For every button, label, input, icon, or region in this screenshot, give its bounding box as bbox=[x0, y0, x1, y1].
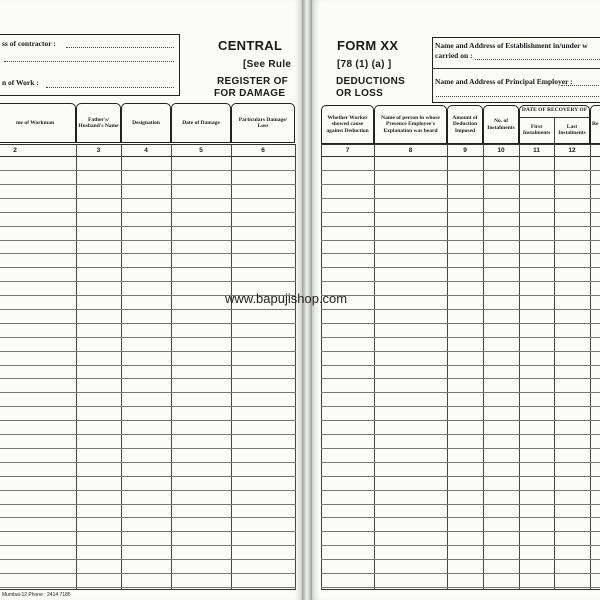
column-number-8: 8 bbox=[408, 147, 413, 154]
column-number-4: 4 bbox=[144, 147, 148, 154]
contractor-line-1 bbox=[66, 47, 174, 48]
header-person-presence: Name of person in whose Presence Employee's Explanation was heard bbox=[374, 105, 447, 144]
table-row-line bbox=[321, 434, 600, 435]
header-date-of-damage: Date of Damage bbox=[171, 103, 231, 143]
grid-column-line bbox=[321, 144, 322, 590]
header-amount-deduction: Amount of Deduction Imposed bbox=[447, 105, 483, 144]
grid-column-line bbox=[171, 144, 172, 590]
grid-column-line bbox=[295, 144, 296, 590]
grid-column-line bbox=[590, 144, 591, 590]
table-row-line bbox=[0, 420, 296, 421]
table-row-line bbox=[321, 212, 600, 213]
table-row-line bbox=[0, 559, 296, 560]
number-row-top bbox=[0, 144, 296, 145]
publisher-footer: Mumbai-12 Phone : 2414 7185 bbox=[2, 592, 71, 598]
column-number-3: 3 bbox=[96, 147, 101, 154]
table-row-line bbox=[0, 434, 296, 435]
table-row-line bbox=[321, 545, 600, 546]
table-row-line bbox=[321, 476, 600, 477]
grid-column-line bbox=[76, 144, 77, 590]
column-number-5: 5 bbox=[199, 147, 203, 154]
header-worker-showed-cause: Whether Worker showed cause against Deduction bbox=[321, 105, 374, 144]
contractor-label: ss of contractor : bbox=[2, 39, 56, 48]
table-row-line bbox=[0, 531, 296, 532]
header-designation: Designation bbox=[121, 103, 171, 143]
grid-column-line bbox=[554, 144, 555, 590]
table-row-line bbox=[0, 184, 296, 185]
table-row-line bbox=[0, 309, 296, 310]
table-bottom-line bbox=[0, 589, 296, 590]
establishment-divider bbox=[432, 68, 600, 69]
table-row-line bbox=[0, 170, 296, 171]
number-row-top-right bbox=[321, 144, 600, 145]
table-row-line bbox=[0, 504, 296, 505]
table-row-line bbox=[0, 253, 296, 254]
table-row-line bbox=[321, 365, 600, 366]
carried-on-line bbox=[475, 59, 600, 60]
table-row-line bbox=[321, 337, 600, 338]
table-row-line bbox=[0, 212, 296, 213]
table-row-line bbox=[321, 170, 600, 171]
work-line bbox=[46, 87, 174, 88]
grid-column-line bbox=[447, 144, 448, 590]
table-row-line bbox=[0, 267, 296, 268]
deductions-title: DEDUCTIONS bbox=[336, 76, 406, 87]
header-remarks-partial: Re bbox=[590, 105, 600, 144]
column-number-2: 2 bbox=[13, 147, 17, 154]
table-row-line bbox=[321, 253, 600, 254]
table-row-line bbox=[321, 531, 600, 532]
recovery-group-label: DATE OF RECOVERY OF bbox=[521, 107, 588, 113]
grid-column-line bbox=[121, 144, 122, 590]
column-number-12: 12 bbox=[568, 147, 576, 154]
number-row-bottom-right bbox=[321, 156, 600, 157]
table-row-line bbox=[321, 420, 600, 421]
table-row-line bbox=[321, 587, 600, 588]
grid-column-line bbox=[519, 144, 520, 590]
grid-column-line bbox=[374, 144, 375, 590]
table-row-line bbox=[321, 559, 600, 560]
rule-reference-left: [See Rule bbox=[243, 59, 292, 70]
column-number-10: 10 bbox=[497, 147, 505, 154]
table-row-line bbox=[321, 351, 600, 352]
watermark-url: www.bapujishop.com bbox=[225, 291, 348, 306]
central-title: CENTRAL bbox=[218, 38, 283, 53]
table-row-line bbox=[321, 267, 600, 268]
rule-reference-right: [78 (1) (a) ] bbox=[337, 59, 392, 70]
table-row-line bbox=[0, 448, 296, 449]
column-number-6: 6 bbox=[261, 147, 265, 154]
table-row-line bbox=[0, 378, 296, 379]
contractor-line-2 bbox=[4, 61, 174, 62]
table-row-line bbox=[0, 226, 296, 227]
form-number: FORM XX bbox=[337, 38, 399, 53]
column-number-11: 11 bbox=[533, 147, 540, 154]
grid-column-line bbox=[483, 144, 484, 590]
table-row-line bbox=[0, 462, 296, 463]
table-row-line bbox=[0, 476, 296, 477]
table-row-line bbox=[321, 406, 600, 407]
column-number-9: 9 bbox=[463, 147, 467, 154]
table-row-line bbox=[321, 573, 600, 574]
table-row-line bbox=[321, 281, 600, 282]
table-row-line bbox=[321, 240, 600, 241]
table-row-line bbox=[0, 198, 296, 199]
table-row-line bbox=[321, 378, 600, 379]
table-bottom-line-right bbox=[321, 589, 600, 590]
table-row-line bbox=[321, 504, 600, 505]
right-page bbox=[312, 0, 600, 600]
header-first-instalments: First Instalments bbox=[522, 124, 551, 136]
table-row-line bbox=[321, 295, 600, 296]
table-row-line bbox=[0, 323, 296, 324]
table-row-line bbox=[0, 240, 296, 241]
table-row-line bbox=[321, 198, 600, 199]
table-row-line bbox=[0, 406, 296, 407]
column-number-7: 7 bbox=[345, 147, 350, 154]
grid-column-line bbox=[231, 144, 232, 590]
principal-employer-label: Name and Address of Principal Employer : bbox=[435, 77, 573, 86]
table-row-line bbox=[0, 337, 296, 338]
or-loss-title: OR LOSS bbox=[336, 88, 384, 99]
header-no-of-instalments: No. of Instalments bbox=[483, 105, 519, 144]
table-row-line bbox=[321, 462, 600, 463]
table-row-line bbox=[0, 545, 296, 546]
table-row-line bbox=[0, 392, 296, 393]
table-row-line bbox=[321, 490, 600, 491]
establishment-label: Name and Address of Establishment in/under w bbox=[435, 41, 588, 50]
table-row-line bbox=[321, 226, 600, 227]
table-row-line bbox=[0, 587, 296, 588]
number-row-bottom bbox=[0, 156, 296, 157]
damage-title: FOR DAMAGE bbox=[214, 88, 286, 99]
table-row-line bbox=[321, 323, 600, 324]
table-row-line bbox=[321, 448, 600, 449]
table-row-line bbox=[0, 281, 296, 282]
table-row-line bbox=[0, 365, 296, 366]
header-name-of-workman: me of Workman bbox=[0, 103, 76, 143]
header-particulars-damage: Particulars Damage/ Loss bbox=[231, 103, 295, 143]
table-row-line bbox=[0, 490, 296, 491]
principal-employer-line-2 bbox=[436, 96, 600, 97]
table-row-line bbox=[321, 392, 600, 393]
principal-employer-line bbox=[561, 85, 600, 86]
table-row-line bbox=[321, 184, 600, 185]
table-row-line bbox=[321, 309, 600, 310]
table-row-line bbox=[0, 351, 296, 352]
table-row-line bbox=[321, 517, 600, 518]
table-row-line bbox=[0, 573, 296, 574]
work-label: n of Work : bbox=[2, 78, 39, 87]
table-row-line bbox=[0, 517, 296, 518]
carried-on-label: carried on : bbox=[435, 51, 473, 60]
header-last-instalments: Last Instalments bbox=[558, 124, 586, 136]
register-title: REGISTER OF bbox=[217, 76, 289, 87]
header-father-husband-name: Father's/ Husband's Name bbox=[76, 103, 121, 143]
